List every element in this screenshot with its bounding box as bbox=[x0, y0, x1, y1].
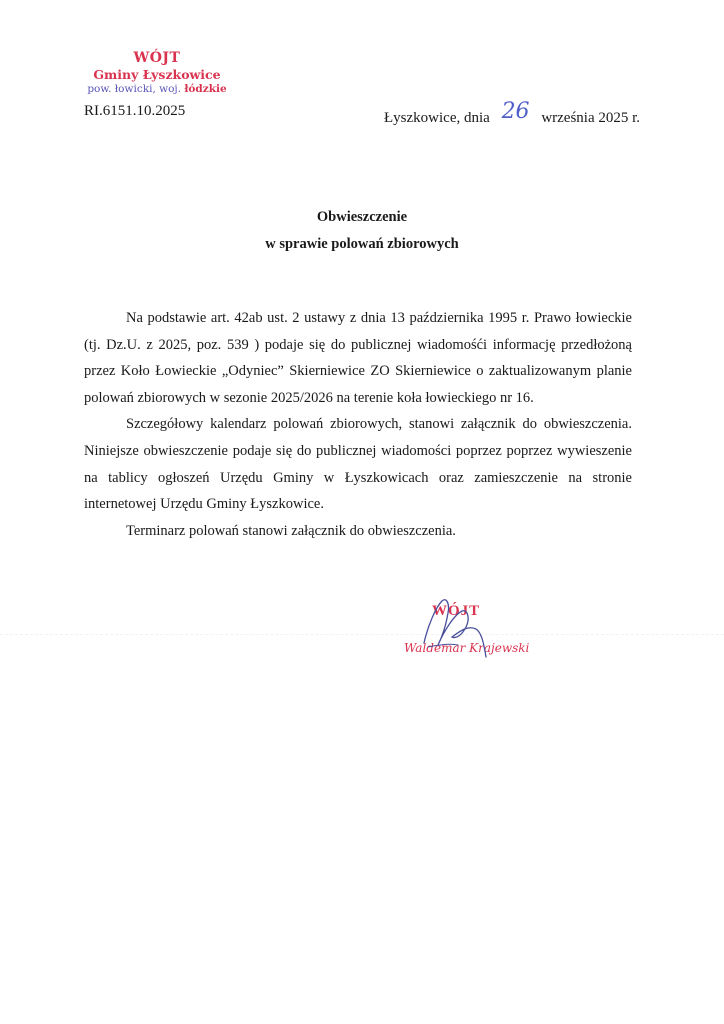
stamp-municipality: Gminy Łyszkowice bbox=[93, 67, 221, 82]
stamp-region-voivodeship: łódzkie bbox=[184, 83, 227, 95]
office-stamp bbox=[82, 50, 232, 96]
document-title: Obwieszczenie bbox=[316, 209, 408, 225]
handwritten-signature bbox=[398, 585, 538, 665]
stamp-region-county: pow. łowicki, woj. bbox=[87, 83, 185, 95]
document-body bbox=[84, 305, 632, 544]
date-prefix: Łyszkowice, dnia bbox=[384, 110, 490, 126]
handwritten-day: 26 bbox=[501, 99, 530, 124]
document-subtitle: w sprawie polowań zbiorowych bbox=[265, 236, 459, 252]
date-line bbox=[384, 99, 641, 128]
scan-artifact-line bbox=[0, 634, 724, 635]
signature-stamp-name: Waldemar Krajewski bbox=[404, 641, 530, 655]
signature-stamp-title: WÓJT bbox=[432, 603, 481, 619]
stamp-title: WÓJT bbox=[133, 50, 181, 66]
stamp-region bbox=[82, 82, 232, 96]
paragraph-attachment: Terminarz polowań stanowi załącznik do obwieszczenia. bbox=[126, 522, 456, 539]
paragraph-legal-basis: Na podstawie art. 42ab ust. 2 ustawy z dnia 13 października 1995 r. Prawo łowieckie (tj. Dz.U. z 2025, poz. 539 ) podaje się do publicznej wiadomośći informację przedłożoną przez Koło Łowieckie „Odyniec” Skierniewice ZO Skierniewice o zaktualizowanym planie polowań zbiorowych w sezonie 2025/2026 na terenie koła łowieckiego nr 16. bbox=[84, 310, 632, 406]
reference-number: RI.6151.10.2025 bbox=[84, 103, 186, 119]
signature-block bbox=[398, 585, 538, 665]
paragraph-publication: Szczegółowy kalendarz polowań zbiorowych, stanowi załącznik do obwieszczenia. Niniejsze obwieszczenie podaje się do publicznej wiadomości poprzez poprzez wywieszenie na tablicy ogłoszeń Urzędu Gminy w Łyszkowicach oraz zamieszczenie na stronie internetowej Urzędu Gminy Łyszkowice. bbox=[84, 416, 632, 513]
date-suffix: września 2025 r. bbox=[541, 110, 641, 126]
